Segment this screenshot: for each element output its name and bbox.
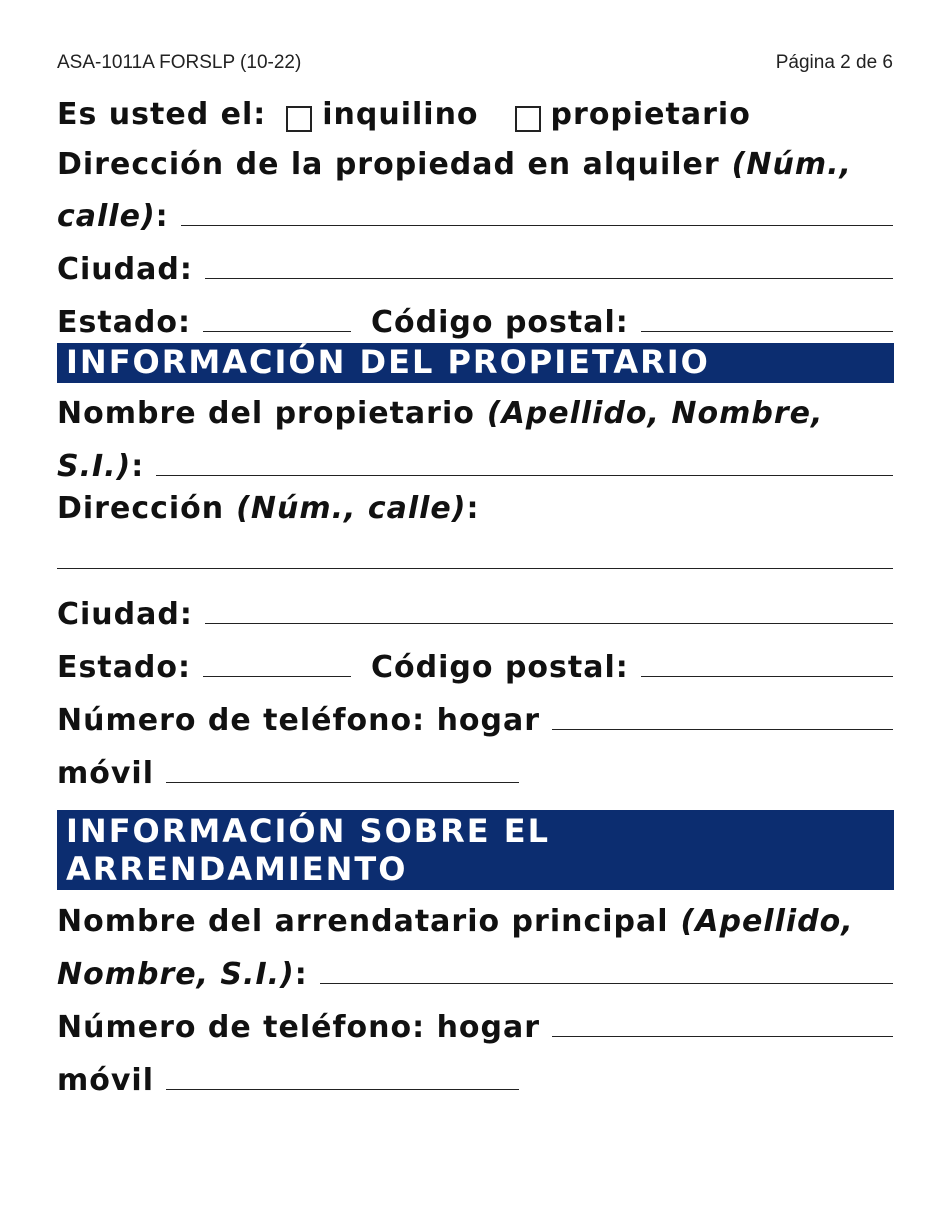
rental-city-row [57,243,893,287]
owner-phone-row [57,694,893,738]
rental-address-hint: (Núm., [731,147,852,182]
tenant-name-row [57,948,893,992]
tenant-phone-label: Número de teléfono: hogar [57,1010,541,1045]
rental-address-field[interactable] [181,224,893,226]
tenant-checkbox[interactable] [286,106,312,132]
colon: : [131,449,145,484]
owner-city-label: Ciudad: [57,597,193,632]
rental-zip-label: Código postal: [371,305,629,340]
owner-name-label-row [57,387,893,431]
owner-option-label: propietario [550,97,751,132]
owner-state-field[interactable] [203,675,351,677]
rental-address-label: Dirección de la propiedad en alquiler [57,147,720,182]
owner-city-field[interactable] [205,622,893,624]
rental-city-field[interactable] [205,277,893,279]
rental-address-row [57,190,893,234]
rental-state-field[interactable] [203,330,351,332]
owner-zip-label: Código postal: [371,650,629,685]
owner-mobile-label: móvil [57,756,154,791]
form-id: ASA-1011A FORSLP (10-22) [57,52,302,73]
tenant-option-label: inquilino [322,97,479,132]
tenant-name-label-row [57,895,893,939]
owner-city-row [57,588,893,632]
role-question: Es usted el: [57,97,267,132]
rental-address-label-row [57,138,893,182]
rental-zip-field[interactable] [641,330,893,332]
owner-checkbox[interactable] [515,106,541,132]
tenant-phone-home-field[interactable] [552,1035,893,1037]
owner-address-field[interactable] [57,568,893,569]
owner-address-label: Dirección [57,491,225,526]
rental-address-hint-cont: calle) [57,199,156,234]
owner-address-hint: (Núm., calle) [236,491,467,526]
tenant-mobile-field[interactable] [166,1088,519,1090]
owner-name-hint-cont: S.I.) [57,449,132,484]
owner-phone-home-field[interactable] [552,728,893,730]
colon: : [466,491,480,526]
owner-state-zip-row [57,641,893,685]
tenant-name-hint-cont: Nombre, S.I.) [57,957,295,992]
owner-mobile-row [57,747,893,791]
owner-mobile-field[interactable] [166,781,519,783]
owner-zip-field[interactable] [641,675,893,677]
colon: : [155,199,169,234]
rental-state-zip-row [57,296,893,340]
tenant-phone-row [57,1001,893,1045]
owner-address-label-row [57,482,893,526]
tenant-name-field[interactable] [320,982,893,984]
lease-section-title-line1: INFORMACIÓN SOBRE EL [66,812,551,850]
page-number: Página 2 de 6 [775,52,893,73]
lease-section-header [57,810,894,890]
tenant-mobile-label: móvil [57,1063,154,1098]
tenant-name-label: Nombre del arrendatario principal [57,904,669,939]
colon: : [294,957,308,992]
owner-name-hint: (Apellido, Nombre, [486,396,824,431]
owner-section-title: INFORMACIÓN DEL PROPIETARIO [66,343,710,381]
rental-city-label: Ciudad: [57,252,193,287]
tenant-name-hint: (Apellido, [680,904,854,939]
owner-phone-label: Número de teléfono: hogar [57,703,541,738]
owner-name-row [57,440,893,484]
role-row [57,88,893,132]
tenant-mobile-row [57,1054,893,1098]
lease-section-title-line2: ARRENDAMIENTO [66,850,408,888]
owner-section-header [57,343,894,383]
owner-name-field[interactable] [156,474,893,476]
owner-state-label: Estado: [57,650,192,685]
rental-state-label: Estado: [57,305,192,340]
owner-name-label: Nombre del propietario [57,396,475,431]
